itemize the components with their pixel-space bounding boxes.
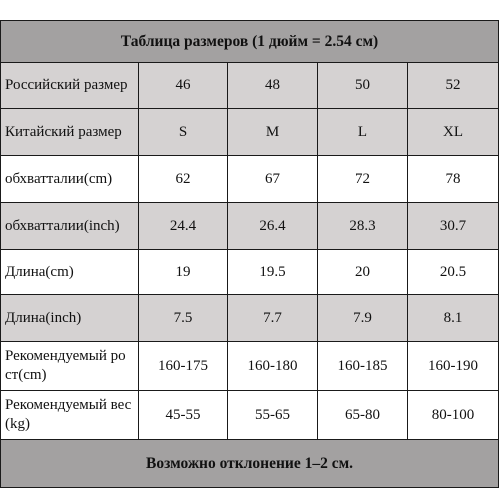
table-cell: 67 — [228, 156, 318, 203]
table-row — [1, 109, 499, 156]
table-cell: 20.5 — [408, 250, 499, 295]
table-row — [1, 391, 499, 440]
table-cell: 160-175 — [139, 342, 228, 391]
table-row — [1, 295, 499, 342]
row-label-russian-size: Российский размер — [1, 63, 139, 109]
row-label-recommended-height — [1, 342, 139, 391]
table-cell: XL — [408, 109, 499, 156]
table-cell: 24.4 — [139, 203, 228, 250]
table-row — [1, 63, 499, 109]
deviation-note: Возможно отклонение 1–2 см. — [1, 440, 499, 488]
table-cell: 20 — [318, 250, 408, 295]
table-footer-row — [1, 440, 499, 488]
label-line: Рекомендуемый ро — [5, 348, 126, 364]
table-cell: S — [139, 109, 228, 156]
table-title-row — [1, 21, 499, 63]
table-cell: 55-65 — [228, 391, 318, 440]
table-cell: 7.7 — [228, 295, 318, 342]
row-label-length-inch: Длина(inch) — [1, 295, 139, 342]
table-cell: 78 — [408, 156, 499, 203]
row-label-length-cm: Длина(cm) — [1, 250, 139, 295]
row-label-waist-cm: обхватталии(cm) — [1, 156, 139, 203]
table-cell: 26.4 — [228, 203, 318, 250]
table-cell: L — [318, 109, 408, 156]
table-title: Таблица размеров (1 дюйм = 2.54 см) — [1, 21, 499, 63]
table-cell: 45-55 — [139, 391, 228, 440]
table-cell: 160-180 — [228, 342, 318, 391]
table-cell: 19 — [139, 250, 228, 295]
table-cell: 19.5 — [228, 250, 318, 295]
table-row — [1, 342, 499, 391]
table-cell: 52 — [408, 63, 499, 109]
table-cell: 46 — [139, 63, 228, 109]
table-cell: 65-80 — [318, 391, 408, 440]
label-line: (kg) — [5, 416, 30, 432]
table-cell: 160-185 — [318, 342, 408, 391]
table-cell: 160-190 — [408, 342, 499, 391]
label-line: Рекомендуемый вес — [5, 397, 132, 413]
table-row — [1, 250, 499, 295]
table-cell: 8.1 — [408, 295, 499, 342]
table-cell: M — [228, 109, 318, 156]
table-cell: 48 — [228, 63, 318, 109]
table-row — [1, 156, 499, 203]
table-cell: 62 — [139, 156, 228, 203]
row-label-chinese-size: Китайский размер — [1, 109, 139, 156]
table-cell: 28.3 — [318, 203, 408, 250]
table-cell: 7.9 — [318, 295, 408, 342]
table-row — [1, 203, 499, 250]
table-cell: 72 — [318, 156, 408, 203]
table-cell: 80-100 — [408, 391, 499, 440]
table-cell: 50 — [318, 63, 408, 109]
label-line: ст(cm) — [5, 367, 47, 383]
row-label-recommended-weight — [1, 391, 139, 440]
size-table — [0, 20, 499, 488]
table-cell: 7.5 — [139, 295, 228, 342]
table-cell: 30.7 — [408, 203, 499, 250]
row-label-waist-inch: обхватталии(inch) — [1, 203, 139, 250]
